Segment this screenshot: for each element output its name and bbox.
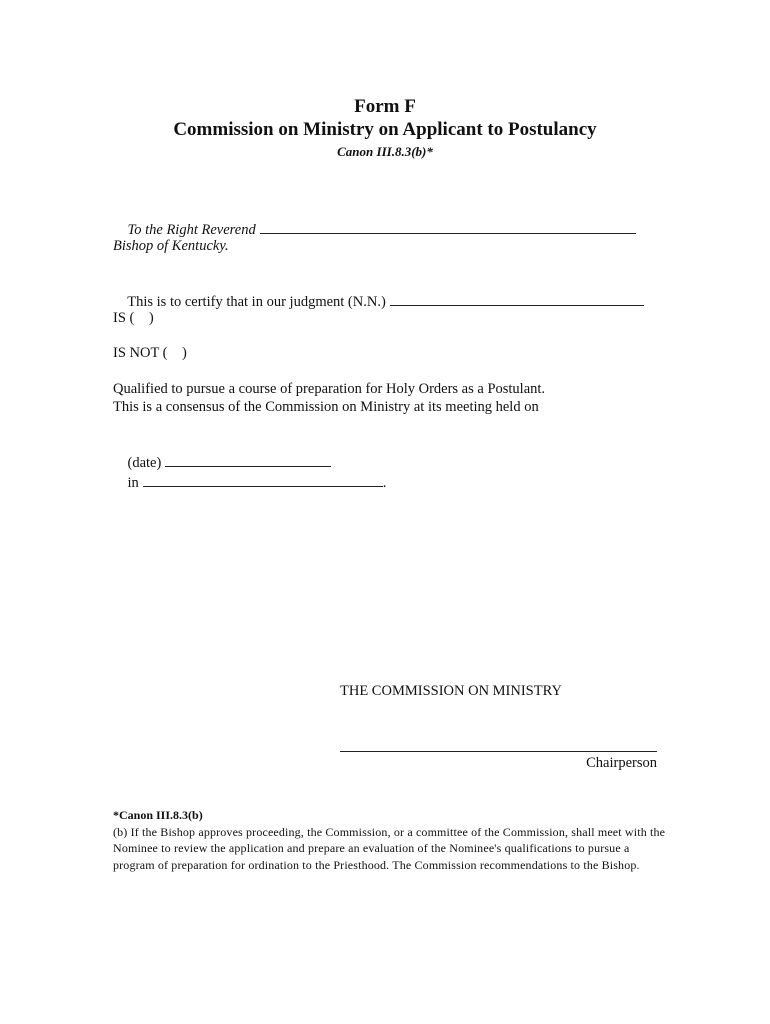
- end-period: .: [382, 475, 387, 491]
- nominee-name-field[interactable]: [390, 291, 644, 306]
- canon-reference: Canon III.8.3(b)*: [337, 144, 433, 159]
- consensus-line: This is a consensus of the Commission on Ministry at its meeting held on: [113, 399, 539, 415]
- bishop-name-field[interactable]: [260, 219, 636, 234]
- is-option[interactable]: IS ( ): [113, 310, 154, 326]
- certify-label: This is to certify that in our judgment (N.N.): [127, 294, 386, 310]
- location-field[interactable]: [143, 472, 383, 487]
- bishop-line: Bishop of Kentucky.: [113, 238, 229, 254]
- certify-line: [113, 273, 644, 329]
- in-label: in: [127, 475, 139, 491]
- footnote-text: (b) If the Bishop approves proceeding, the Commission, or a committee of the Commission, shall meet with the Nominee to review the application and prepare an evaluation of the Nominee's qualifications to pursue a program of preparation for ordination to the Priesthood. The Commission recommendations to the Bishop.: [113, 824, 666, 872]
- footnote: [113, 807, 673, 873]
- qualified-line: Qualified to pursue a course of preparation for Holy Orders as a Postulant.: [113, 381, 546, 397]
- to-line-label: To the Right Reverend: [127, 222, 256, 238]
- form-subtitle: Commission on Ministry on Applicant to Postulancy: [173, 119, 597, 140]
- is-not-option[interactable]: IS NOT ( ): [113, 345, 187, 361]
- date-label: (date): [127, 455, 162, 471]
- form-title: Form F: [354, 96, 416, 117]
- chairperson-signature-field[interactable]: [340, 751, 657, 752]
- commission-label: THE COMMISSION ON MINISTRY: [340, 683, 562, 699]
- chairperson-label: Chairperson: [586, 755, 657, 771]
- title-block: [0, 96, 770, 162]
- date-field[interactable]: [165, 452, 331, 467]
- date-line: [113, 434, 386, 510]
- footnote-heading: *Canon III.8.3(b): [113, 808, 203, 822]
